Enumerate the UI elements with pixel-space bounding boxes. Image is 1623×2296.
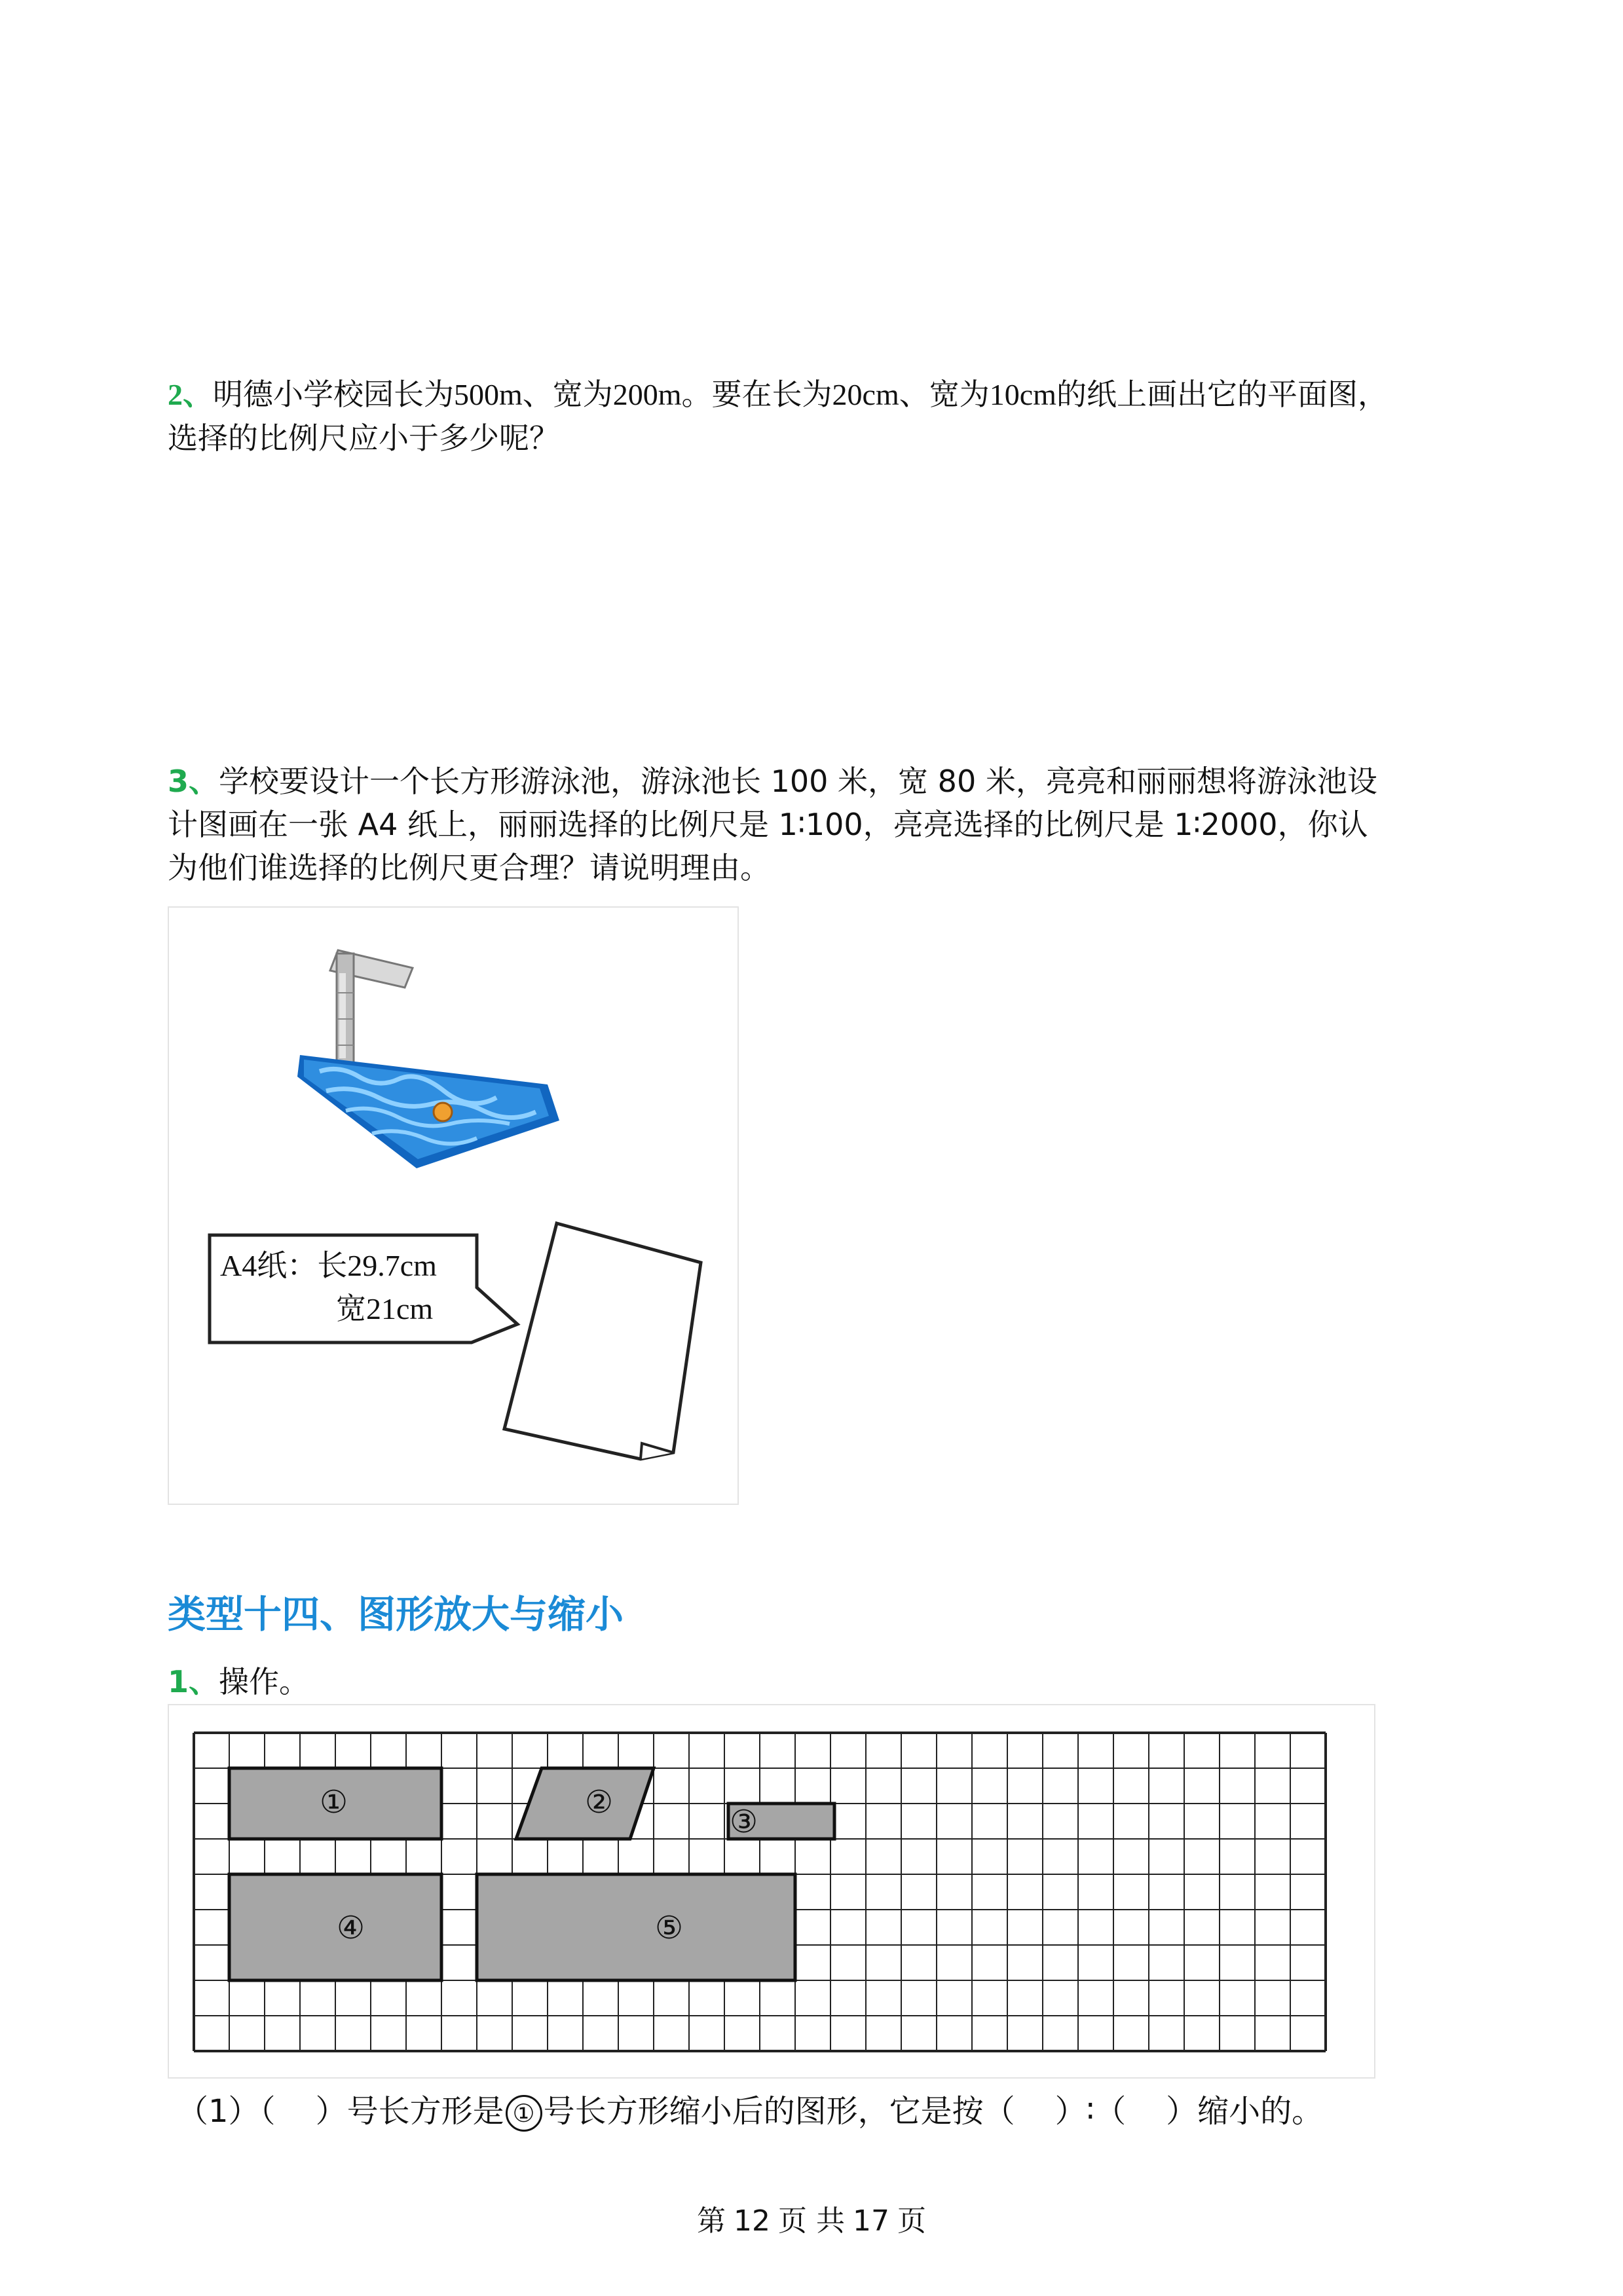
question-1-text: 操作。 [219,1664,310,1699]
shape-3 [728,1804,834,1840]
question-3-line1: 3、学校要设计一个长方形游泳池，游泳池长 100 米，宽 80 米，亮亮和丽丽想将游泳池设 [168,764,1377,799]
question-3-line3: 为他们谁选择的比例尺更合理？请说明理由。 [168,850,770,885]
bubble-line1: A4纸：长29.7cm [220,1249,437,1282]
shape-4 [229,1874,441,1980]
question-3-line2: 计图画在一张 A4 纸上，丽丽选择的比例尺是 1∶100，亮亮选择的比例尺是 1∶2000，你认 [168,807,1368,842]
shape-1 [229,1768,441,1839]
shape-2-label: ② [585,1784,614,1821]
question-number: 2、 [168,378,213,411]
grid-svg [169,1705,1374,2077]
pool-illustration [169,908,737,1504]
total-pages: 17 [853,2204,889,2238]
current-page: 12 [734,2204,770,2238]
speech-bubble [210,1235,517,1342]
pool-icon [297,1055,559,1168]
sub-question-1: （1）（ ）号长方形是 ① 号长方形缩小后的图形，它是按（ ）∶（ ）缩小的。 [177,2086,1323,2132]
shape-5 [477,1874,795,1980]
question-3 [168,760,1471,889]
bubble-line2: 宽21cm [336,1292,434,1325]
question-2 [168,373,1471,460]
question-number: 3、 [168,764,219,799]
section-heading: 类型十四、图形放大与缩小 [168,1592,624,1637]
a4-paper-icon [504,1223,701,1459]
shape-5-label: ⑤ [655,1910,684,1946]
question-2-line1: 2、明德小学校园长为500m、宽为200m。要在长为20cm、宽为10cm的纸上画出它的平面图， [168,378,1388,411]
shape-1-label: ① [320,1784,348,1821]
page-footer: 第 12 页 共 17 页 [697,2204,926,2238]
circled-number-1: ① [506,2095,542,2132]
question-number: 1、 [168,1664,219,1699]
shape-4-label: ④ [337,1910,365,1946]
question-2-line2: 选择的比例尺应小于多少呢？ [168,420,559,456]
pool-figure [168,906,739,1505]
diving-board-icon [330,950,413,1065]
grid-figure [168,1704,1375,2079]
shape-3-label: ③ [730,1804,758,1840]
shape-2 [516,1768,654,1839]
question-1 [168,1660,1471,1703]
